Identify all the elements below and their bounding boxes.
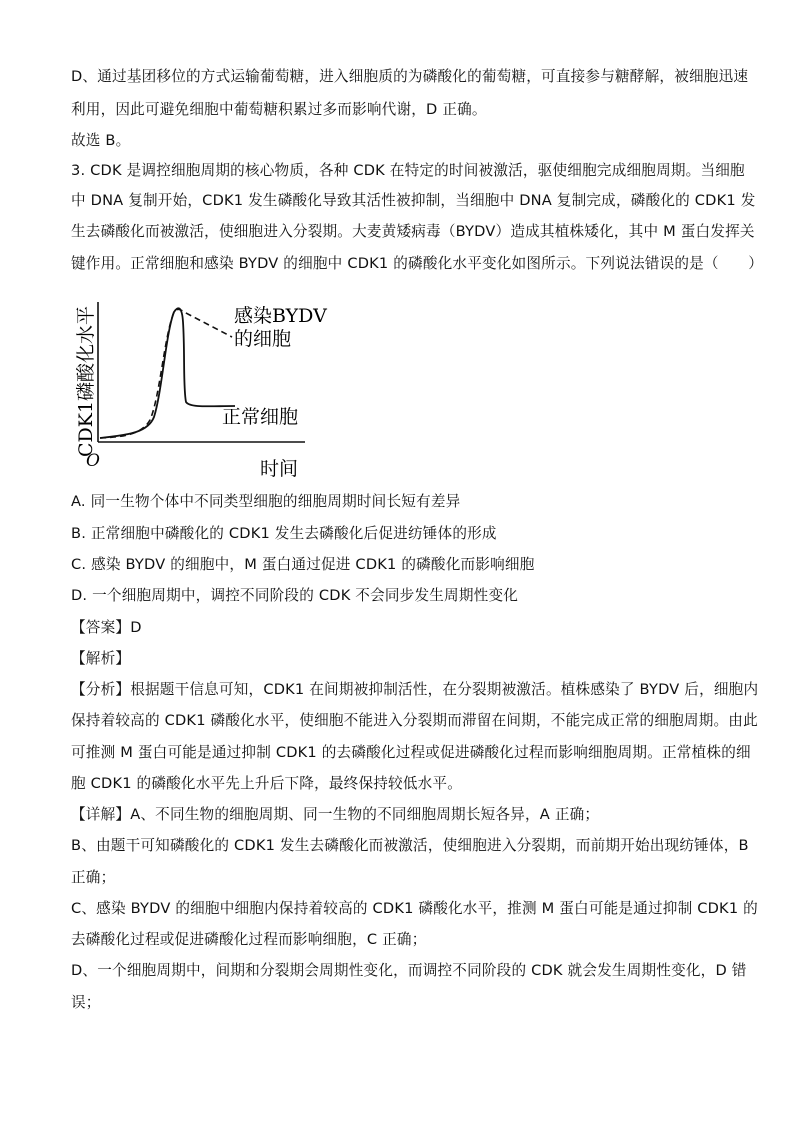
detail-line: C、感染 BYDV 的细胞中细胞内保持着较高的 CDK1 磷酸化水平，推测 M 蛋白可能是通过抑制 CDK1 的 [71,900,758,917]
analysis-line: 保持着较高的 CDK1 磷酸化水平，使细胞不能进入分裂期而滞留在间期，不能完成正常的细胞周期。由此 [71,712,758,729]
detail-line: 正确； [71,869,116,886]
detail-text: A、不同生物的细胞周期、同一生物的不同细胞周期长短各异，A 正确； [130,806,600,823]
analysis-line: 可推测 M 蛋白可能是通过抑制 CDK1 的去磷酸化过程或促进磷酸化过程而影响细胞周期。正常植株的细 [71,744,751,761]
detail-line [71,805,723,825]
analysis-label: 【分析】 [71,681,131,698]
origin-label: O [86,451,100,471]
answer-line [71,618,723,638]
option-a: A. 同一生物个体中不同类型细胞的细胞周期时间长短有差异 [71,493,461,510]
x-axis-label: 时间 [260,458,299,480]
question-stem-line: 生去磷酸化而被激活，使细胞进入分裂期。大麦黄矮病毒（BYDV）造成其植株矮化，其中 M 蛋白发挥关 [71,223,755,240]
detail-line: D、一个细胞周期中，间期和分裂期会周期性变化，而调控不同阶段的 CDK 就会发生周期性变化，D 错 [71,962,747,979]
analysis-text: 根据题干信息可知，CDK1 在间期被抑制活性，在分裂期被激活。植株感染了 BYDV 后，细胞内 [130,681,759,698]
question-stem-line: 键作用。正常细胞和感染 BYDV 的细胞中 CDK1 的磷酸化水平变化如图所示。下列说法错误的是（ ） [71,255,764,272]
option-d: D. 一个细胞周期中，调控不同阶段的 CDK 不会同步发生周期性变化 [71,587,519,604]
option-b: B. 正常细胞中磷酸化的 CDK1 发生去磷酸化后促进纺锤体的形成 [71,525,497,542]
text-line: 故选 B。 [71,132,131,149]
text-line: 利用，因此可避免细胞中葡萄糖积累过多而影响代谢，D 正确。 [71,101,487,118]
detail-line: 去磷酸化过程或促进磷酸化过程而影响细胞，C 正确； [71,931,427,948]
analysis-line: 胞 CDK1 的磷酸化水平先上升后下降，最终保持较低水平。 [71,775,463,792]
infected-curve-label: 的细胞 [234,328,292,350]
detail-line: 误； [71,994,101,1011]
detail-line: B、由题干可知磷酸化的 CDK1 发生去磷酸化而被激活，使细胞进入分裂期，而前期开始出现纺锤体，B [71,837,749,854]
y-axis-label: CDK1磷酸化水平 [75,305,97,457]
text-line: D、通过基团移位的方式运输葡萄糖，进入细胞质的为磷酸化的葡萄糖，可直接参与糖酵解，被细胞迅速 [71,68,749,85]
answer-label: 【答案】 [71,619,131,636]
question-stem-line: 中 DNA 复制开始，CDK1 发生磷酸化导致其活性被抑制，当细胞中 DNA 复制完成，磷酸化的 CDK1 发 [71,192,756,209]
infected-curve-label: 感染BYDV [234,305,327,327]
question-stem-line: 3. CDK 是调控细胞周期的核心物质，各种 CDK 在特定的时间被激活，驱使细胞完成细胞周期。当细胞 [71,162,745,179]
answer-value: D [130,619,142,636]
option-c: C. 感染 BYDV 的细胞中，M 蛋白通过促进 CDK1 的磷酸化而影响细胞 [71,556,535,573]
cdk1-phosphorylation-figure [70,292,360,482]
analysis-heading: 【解析】 [71,650,131,667]
analysis-line [71,680,759,700]
infected-cell-curve [100,309,232,438]
detail-label: 【详解】 [71,806,131,823]
normal-curve-label: 正常细胞 [222,406,299,428]
